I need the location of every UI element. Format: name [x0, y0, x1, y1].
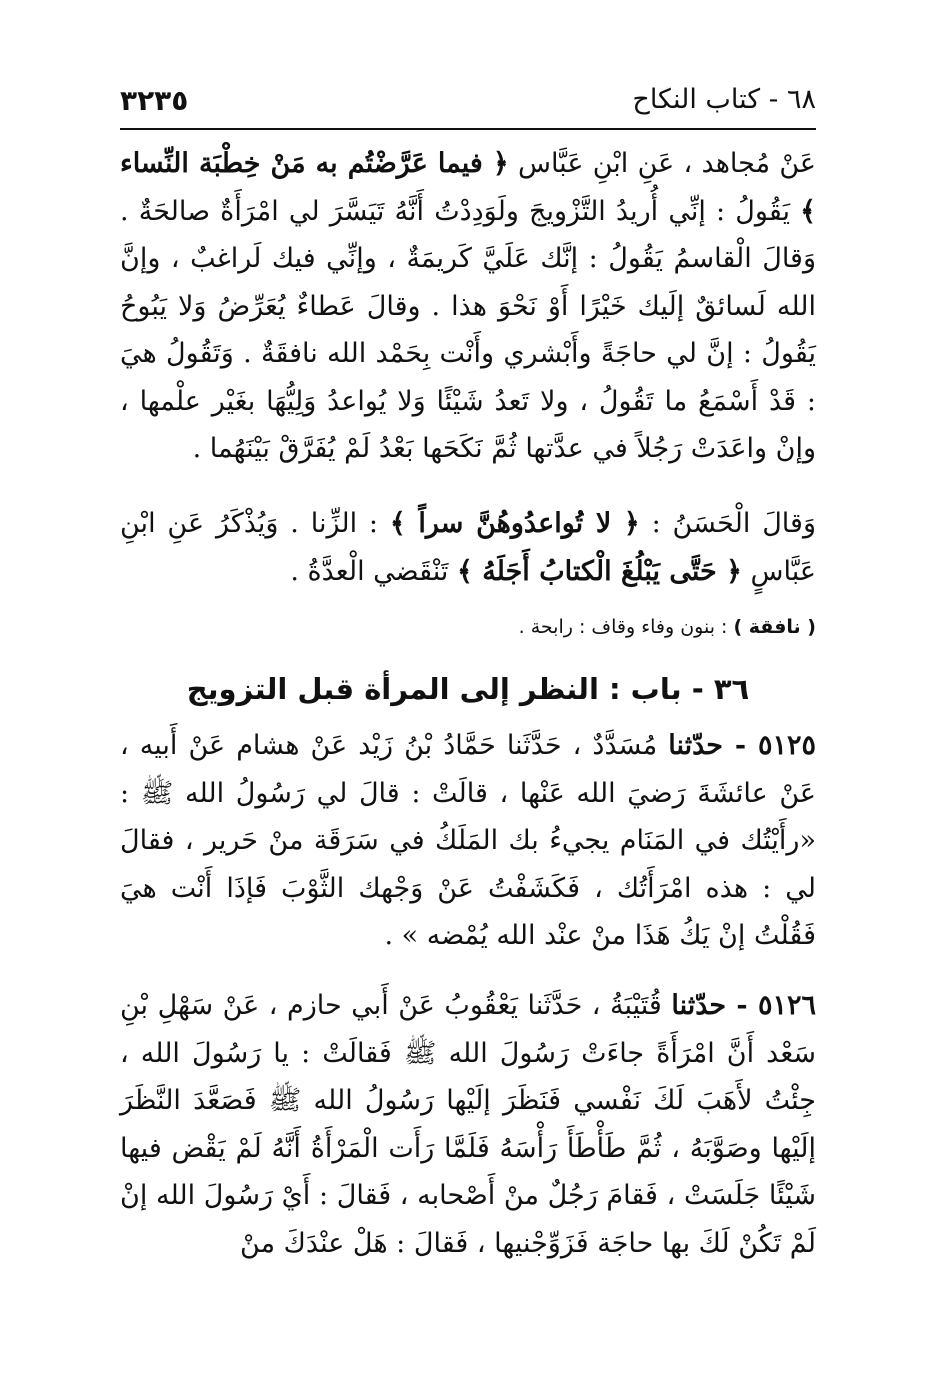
hadith-number: ٥١٢٥ - حدّثنا [668, 730, 816, 761]
commentary-paragraph-2 [120, 500, 816, 595]
note-text: : بنون وفاء وقاف : رابحة . [518, 616, 734, 638]
paragraph-text: تَنْقَضي الْعدَّةُ . [290, 555, 457, 587]
quran-quote: ﴿ فيما عَرَّضْتُم به مَنْ خِطْبَة النِّساء ﴾ [120, 148, 816, 227]
running-title: ٦٨ - كتاب النكاح [632, 84, 816, 115]
paragraph-text: وَقالَ الْحَسَنُ : [639, 508, 816, 539]
quran-quote: ﴿ لا تُواعدُوهُنَّ سراً ﴾ [389, 508, 640, 539]
hadith-text: مُسَدَّدٌ ، حَدَّثَنا حَمَّادُ بْنُ زَيْد عَنْ هشام عَنْ أَبيه ، عَنْ عائشَةَ رَضيَ الله عَنْها ، قالَتْ : قالَ لي رَسُولُ الله ﷺ : «رأَيْتُك في المَنَام يجيءُ بك المَلَكُ في سَرَقَة منْ حَرير ، فقالَ لي : هذه امْرَأَتُك ، فَكَشَفْتُ عَنْ وَجْهك الثَّوْبَ فَإذَا أَنْت هيَ فَقُلْتُ إنْ يَكُ هَذَا منْ عنْد الله يُمْضه » . [120, 730, 817, 951]
note-term: ( نافقة ) [733, 616, 816, 638]
hadith-5126 [120, 982, 816, 1267]
glossary-note [120, 612, 816, 642]
hadith-5125 [120, 722, 816, 960]
paragraph-text: : الزِّنا . وَيُذْكَرُ عَنِ ابْنِ عَبَّاسٍ [120, 508, 816, 587]
paragraph-text: عَنْ مُجاهد ، عَنِ ابْنِ عَبَّاس [508, 148, 816, 179]
chapter-heading: ٣٦ - باب : النظر إلى المرأة قبل التزويج [186, 672, 750, 706]
page-header [120, 80, 816, 126]
paragraph-text: يَقُولُ : إنِّي أُريدُ التَّزْويجَ ولَوَدِدْتُ أَنَّهُ تَيَسَّرَ لي امْرَأَةٌ صالحَةٌ . وَقالَ الْقاسمُ يَقُولُ : إنَّك عَلَيَّ كَريمَةٌ ، وإنِّي فيك لَراغبٌ ، وإنَّ الله لَسائقٌ إلَيك خَيْرًا أَوْ نَحْوَ هذا . وقالَ عَطاءٌ يُعَرِّضُ وَلا يَبُوحُ يَقُولُ : إنَّ لي حاجَةً وأَبْشري وأَنْت بِحَمْد الله نافقَةٌ . وَتَقُولُ هيَ : قَدْ أَسْمَعُ ما تَقُولُ ، ولا تَعدُ شَيْئًا وَلا يُواعدُ وَلِيُّهَا بغَيْر علْمها ، وإنْ واعَدَتْ رَجُلاً في عدَّتها ثُمَّ نَكَحَها بَعْدُ لَمْ يُفَرَّقْ بَيْنَهُما . [120, 195, 816, 464]
page-number: ٣٢٣٥ [120, 84, 189, 117]
commentary-paragraph-1 [120, 140, 816, 473]
quran-quote: ﴿ حَتَّى يَبْلُغَ الْكتابُ أَجَلَهُ ﴾ [456, 555, 742, 587]
header-divider [120, 128, 816, 130]
hadith-number: ٥١٢٦ - حدّثنا [671, 990, 816, 1021]
hadith-text: قُتَيْبَةُ ، حَدَّثَنا يَعْقُوبُ عَنْ أَبي حازم ، عَنْ سَهْلِ بْنِ سَعْد أَنَّ امْرَأَةً جاءَتْ رَسُولَ الله ﷺ فَقالَتْ : يا رَسُولَ الله ، جِئْتُ لأَهَبَ لَكَ نَفْسي فَنَظَرَ إلَيْها رَسُولُ الله ﷺ فَصَعَّدَ النَّظَرَ إلَيْها وصَوَّبَهُ ، ثُمَّ طَأْطَأَ رَأْسَهُ فَلَمَّا رَأَت الْمَرْأَةُ أَنَّهُ لَمْ يَقْض فيها شَيْئًا جَلَسَتْ ، فَقامَ رَجُلٌ منْ أَصْحابه ، فَقالَ : أَيْ رَسُولَ الله إنْ لَمْ تَكُنْ لَكَ بها حاجَة فَزَوِّجْنيها ، فَقالَ : هَلْ عنْدَكَ منْ [120, 990, 816, 1259]
